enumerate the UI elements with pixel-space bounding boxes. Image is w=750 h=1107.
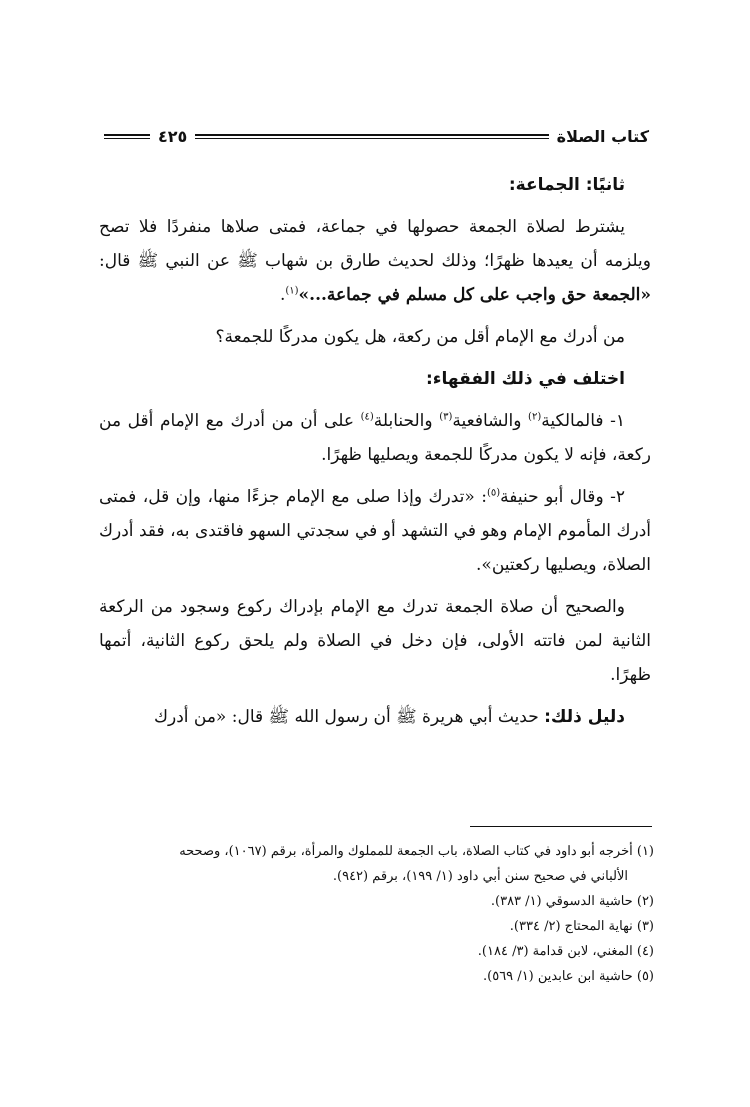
opinion-text: : «تدرك وإذا صلى مع الإمام جزءًا منها، وإن قل، فمتى أدرك المأموم الإمام وهو في التشهد أو في سجدتي السهو فاقتدى به، فقد أدرك الصلاة، ويصليها ركعتين». <box>99 487 651 575</box>
paragraph-line: يشترط لصلاة الجمعة حصولها في جماعة، فمتى صلاها منفردًا فلا تصح <box>99 217 625 237</box>
opinion-one <box>99 404 651 472</box>
footnote-ref: (٥) <box>486 487 501 499</box>
jurists-heading: اختلف في ذلك الفقهاء: <box>425 369 625 389</box>
opinion-two <box>99 480 651 582</box>
main-text <box>99 168 651 742</box>
evidence-text: حديث أبي هريرة ﷺ أن رسول الله ﷺ قال: «من أدرك <box>153 707 545 727</box>
book-title: كتاب الصلاة <box>556 126 649 146</box>
running-header <box>104 124 649 148</box>
paragraph-condition <box>99 210 651 312</box>
footnote-item: (٢) حاشية الدسوقي (١/ ٣٨٣). <box>490 894 654 909</box>
correct-view: والصحيح أن صلاة الجمعة تدرك مع الإمام بإدراك ركوع وسجود من الركعة الثانية لمن فاتته الأولى، فإن دخل في الصلاة ولم يلحق ركوع الثانية، أتمها ظهرًا. <box>99 597 651 685</box>
footnote-item: (٤) المغني، لابن قدامة (٣/ ١٨٤). <box>477 944 654 959</box>
opinion-text: ٢- وقال أبو حنيفة <box>500 487 625 507</box>
quote-lead: قال: <box>99 251 131 271</box>
footnote-item: (١) أخرجه أبو داود في كتاب الصلاة، باب الجمعة للمملوك والمرأة، برقم (١٠٦٧)، وصححه <box>179 844 654 859</box>
paragraph-line: ويلزمه أن يعيدها ظهرًا؛ وذلك لحديث طارق بن شهاب ﷺ عن النبي ﷺ <box>137 251 651 271</box>
page-number: ٤٢٥ <box>158 126 188 146</box>
footnote-ref: (٣) <box>439 411 453 423</box>
section-heading: ثانيًا: الجماعة: <box>508 175 625 195</box>
question-text: من أدرك مع الإمام أقل من ركعة، هل يكون مدركًا للجمعة؟ <box>215 327 625 347</box>
evidence-lead: دليل ذلك: <box>544 707 625 727</box>
footnotes <box>99 840 654 990</box>
footnote-item: (٣) نهاية المحتاج (٢/ ٣٣٤). <box>509 919 654 934</box>
opinion-text: ١- فالمالكية <box>541 411 625 431</box>
opinion-text: والشافعية <box>452 411 529 431</box>
opinion-text: على أن من أدرك مع الإمام أقل من ركعة، فإنه لا يكون مدركًا للجمعة ويصليها ظهرًا. <box>99 411 651 465</box>
header-rule-short <box>104 134 150 139</box>
header-rule <box>195 134 548 139</box>
footnote-ref: (٤) <box>360 411 374 423</box>
hadith-quote: «الجمعة حق واجب على كل مسلم في جماعة...» <box>298 285 651 305</box>
footnote-item: الألباني في صحيح سنن أبي داود (١/ ١٩٩)، برقم (٩٤٢). <box>332 869 628 884</box>
footnote-item: (٥) حاشية ابن عابدين (١/ ٥٦٩). <box>483 969 654 984</box>
footnote-separator <box>470 826 652 827</box>
opinion-text: والحنابلة <box>373 411 440 431</box>
footnote-ref: (٢) <box>528 411 542 423</box>
evidence-paragraph <box>99 700 651 734</box>
sentence-end: . <box>279 285 286 305</box>
footnote-ref: (١) <box>285 285 299 297</box>
